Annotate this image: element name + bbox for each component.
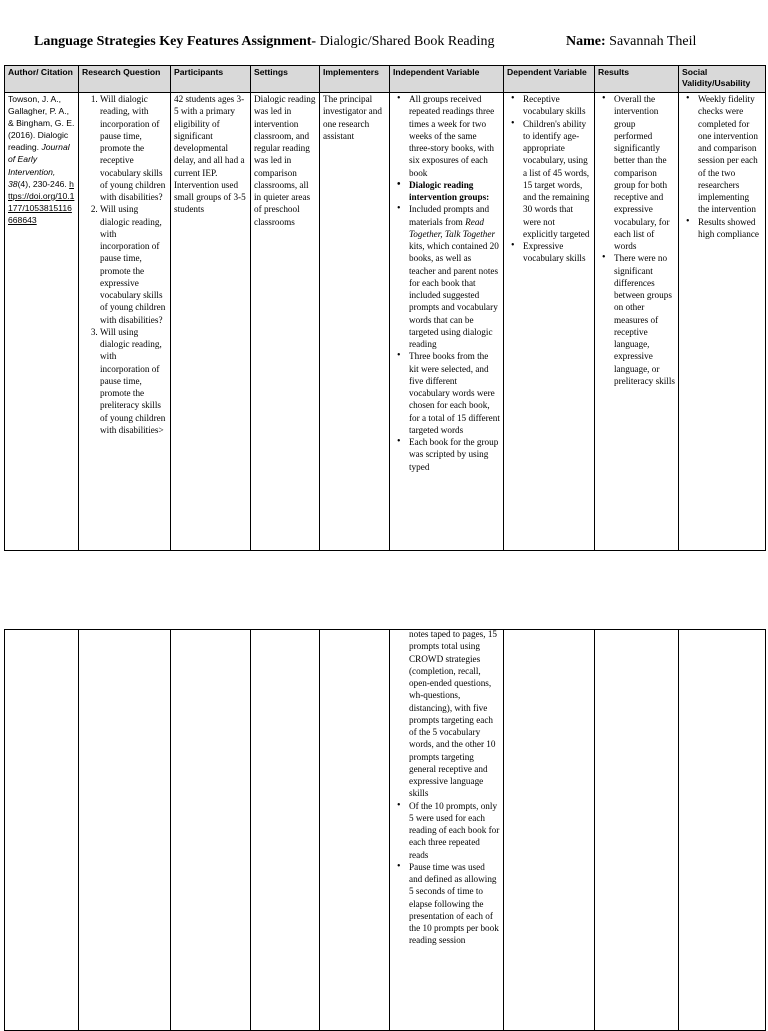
- dv-item-age-appropriate: • Children's ability to identify age-appropriate vocabulary, using a list of 45 words, 15 target words, and the remaining 30 words that were not explicitly targeted: [523, 118, 591, 241]
- header-author-citation: Author/ Citation: [5, 66, 79, 93]
- implementers-cell: The principal investigator and one research assistant: [320, 93, 390, 551]
- assignment-topic: Dialogic/Shared Book Reading: [316, 34, 495, 49]
- header-implementers: Implementers: [320, 66, 390, 93]
- header-independent-variable: Independent Variable: [390, 66, 504, 93]
- independent-variable-cell: [390, 93, 504, 551]
- iv-item-scripted-books: • Each book for the group was scripted by using typed: [409, 436, 500, 473]
- dv-item-receptive: • Receptive vocabulary skills: [523, 93, 591, 118]
- citation-cell-cont: [5, 630, 79, 1031]
- dv-item-expressive: • Expressive vocabulary skills: [523, 240, 591, 265]
- citation-authors: Towson, J. A., Gallagher, P. A., & Bingham, G. E. (2016). Dialogic reading.: [8, 94, 75, 153]
- header-research-question: Research Question: [79, 66, 171, 93]
- citation-cell: [5, 93, 79, 551]
- implementers-cell-cont: [320, 630, 390, 1031]
- table-row: [5, 630, 766, 1031]
- iv-item-dialogic-groups: • Dialogic reading intervention groups:: [409, 179, 500, 204]
- header-participants: Participants: [171, 66, 251, 93]
- header-social-validity: Social Validity/Usability: [679, 66, 766, 93]
- header-dependent-variable: Dependent Variable: [504, 66, 595, 93]
- research-question-item: 3. Will using dialogic reading, with incorporation of pause time, promote the preliteracy skills of young children with disabilities>: [100, 326, 167, 436]
- dependent-variable-cell-cont: [504, 630, 595, 1031]
- iv-kit-title: Read Together, Talk Together: [409, 216, 496, 239]
- name-value: Savannah Theil: [605, 34, 697, 49]
- header-settings: Settings: [251, 66, 320, 93]
- name-label: Name:: [566, 34, 606, 49]
- table-header-row: [5, 66, 766, 93]
- key-features-table: [4, 65, 766, 551]
- social-validity-cell-cont: [679, 630, 766, 1031]
- iv-item-repeated-readings: • All groups received repeated readings three times a week for two weeks of the same three-story books, with six exposures of each book: [409, 93, 500, 179]
- table-row: [5, 93, 766, 551]
- settings-cell: Dialogic reading was led in intervention classroom, and regular reading was led in comparison classrooms, all in quieter areas of preschool classrooms: [251, 93, 320, 551]
- social-validity-cell: [679, 93, 766, 551]
- independent-variable-cell-cont: [390, 630, 504, 1031]
- results-item-overall: • Overall the intervention group performed significantly better than the comparison group for both receptive and expressive vocabulary, for each list of words: [614, 93, 675, 252]
- iv-item3-pre: Included prompts and materials from: [409, 204, 490, 227]
- results-cell: [595, 93, 679, 551]
- dependent-variable-cell: [504, 93, 595, 551]
- participants-cell-cont: [171, 630, 251, 1031]
- header-results: Results: [595, 66, 679, 93]
- iv-item-books-selected: • Three books from the kit were selected, and five different vocabulary words were chosen for each book, for a total of 15 different targeted words: [409, 350, 500, 436]
- results-item-no-differences: • There were no significant differences between groups on other measures of receptive language, expressive language, or preliteracy skills: [614, 252, 675, 387]
- sv-item-compliance: • Results showed high compliance: [698, 216, 762, 241]
- participants-cell: 42 students ages 3-5 with a primary eligibility of significant developmental delay, and all had a current IEP. Intervention used small groups of 3-5 students: [171, 93, 251, 551]
- key-features-table-continued: [4, 629, 766, 1031]
- citation-volume: 38: [8, 178, 18, 189]
- student-name: [566, 34, 696, 50]
- citation-doi-link[interactable]: https://doi.org/10.1177/1053815116668643: [8, 178, 75, 225]
- assignment-title: Language Strategies Key Features Assignment-: [34, 34, 317, 49]
- citation-journal: Journal of Early Intervention,: [8, 142, 70, 177]
- results-cell-cont: [595, 630, 679, 1031]
- research-question-item: 1. Will dialogic reading, with incorporation of pause time, promote the receptive vocabulary skills of young children with disabilities?: [100, 93, 167, 203]
- iv-scripted-books-cont: notes taped to pages, 15 prompts total using CROWD strategies (completion, recall, open-ended questions, wh-questions, distancing), with five prompts targeting each of the 5 vocabulary words, and the other 10 prompts targeting general receptive and expressive language skills: [409, 629, 498, 799]
- page-title: [34, 34, 495, 50]
- citation-issue-pages: (4), 230-246.: [17, 178, 67, 189]
- research-question-cell: [79, 93, 171, 551]
- iv-item-prompts-materials: [409, 203, 500, 350]
- settings-cell-cont: [251, 630, 320, 1031]
- sv-item-fidelity: • Weekly fidelity checks were completed for one intervention and comparison session per each of the two researchers implementing the intervention: [698, 93, 762, 216]
- research-question-cell-cont: [79, 630, 171, 1031]
- iv-item-pause-time: • Pause time was used and defined as allowing 5 seconds of time to elapse following the presentation of each of the 10 prompts per book reading session: [409, 861, 500, 947]
- research-question-item: 2. Will using dialogic reading, with incorporation of pause time, promote the expressive vocabulary skills of young children with disabilities?: [100, 203, 167, 326]
- iv-item3-post: kits, which contained 20 books, as well as teacher and parent notes for each book that included suggested prompts and vocabulary words that can be targeted using dialogic reading: [409, 241, 499, 349]
- iv-item-prompt-usage: • Of the 10 prompts, only 5 were used for each reading of each book for each three repeated reads: [409, 800, 500, 861]
